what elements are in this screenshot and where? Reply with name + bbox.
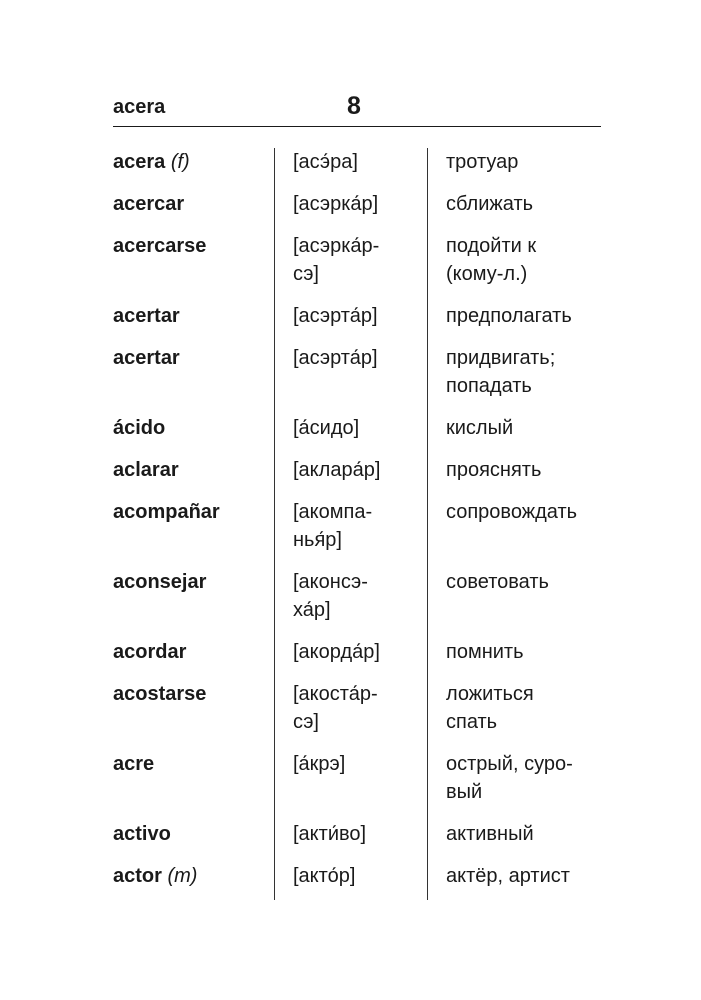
translation-line: активный: [446, 823, 534, 845]
pronunciation-cell: [293, 232, 446, 288]
headword-cell: [113, 302, 293, 330]
translation-cell: [446, 680, 613, 736]
translation-cell: [446, 414, 613, 442]
headword: acercarse: [113, 235, 207, 257]
dictionary-entry: [113, 862, 613, 890]
translation-cell: [446, 750, 613, 806]
pronunciation-line: [аконсэ-: [293, 571, 368, 593]
translation-line: попадать: [446, 375, 532, 397]
translation-line: спать: [446, 711, 498, 733]
dictionary-entry: [113, 456, 613, 484]
pronunciation-cell: [293, 498, 446, 554]
grammatical-gender: (f): [170, 151, 190, 173]
pronunciation-cell: [293, 750, 446, 806]
headword-cell: [113, 232, 293, 288]
headword: acre: [113, 753, 155, 775]
dictionary-entry: [113, 820, 613, 848]
headword: ácido: [113, 417, 166, 439]
dictionary-entry: [113, 302, 613, 330]
headword: acostarse: [113, 683, 207, 705]
translation-line: вый: [446, 781, 483, 803]
headword: acertar: [113, 305, 180, 327]
pronunciation-line: [аклара́р]: [293, 459, 381, 481]
translation-cell: [446, 498, 613, 554]
headword-cell: [113, 820, 293, 848]
pronunciation-cell: [293, 302, 446, 330]
pronunciation-cell: [293, 190, 446, 218]
translation-line: кислый: [446, 417, 514, 439]
translation-cell: [446, 456, 613, 484]
pronunciation-cell: [293, 344, 446, 400]
headword: acordar: [113, 641, 187, 663]
translation-cell: [446, 862, 613, 890]
translation-line: прояснять: [446, 459, 542, 481]
headword: acercar: [113, 193, 185, 215]
translation-line: предполагать: [446, 305, 572, 327]
pronunciation-line: [акто́р]: [293, 865, 356, 887]
pronunciation-line: [а́крэ]: [293, 753, 346, 775]
headword-cell: [113, 862, 293, 890]
headword: acera: [113, 151, 166, 173]
dictionary-entry: [113, 750, 613, 806]
headword-cell: [113, 190, 293, 218]
pronunciation-line: [асэрта́р]: [293, 305, 378, 327]
translation-cell: [446, 568, 613, 624]
pronunciation-line: [акти́во]: [293, 823, 367, 845]
running-head: acera: [113, 96, 166, 118]
translation-line: сопровождать: [446, 501, 578, 523]
translation-cell: [446, 638, 613, 666]
headword: aclarar: [113, 459, 179, 481]
headword-cell: [113, 568, 293, 624]
headword: activo: [113, 823, 171, 845]
translation-cell: [446, 820, 613, 848]
pronunciation-line: [акорда́р]: [293, 641, 380, 663]
translation-line: подойти к: [446, 235, 537, 257]
headword: aconsejar: [113, 571, 207, 593]
pronunciation-cell: [293, 862, 446, 890]
translation-cell: [446, 190, 613, 218]
dictionary-entry: [113, 344, 613, 400]
headword-cell: [113, 680, 293, 736]
pronunciation-line: ха́р]: [293, 599, 331, 621]
pronunciation-cell: [293, 680, 446, 736]
translation-line: (кому-л.): [446, 263, 528, 285]
pronunciation-cell: [293, 820, 446, 848]
pronunciation-cell: [293, 414, 446, 442]
headword: acertar: [113, 347, 180, 369]
headword-cell: [113, 638, 293, 666]
pronunciation-line: сэ]: [293, 263, 319, 285]
pronunciation-line: [асэрта́р]: [293, 347, 378, 369]
dictionary-entry: [113, 680, 613, 736]
translation-line: тротуар: [446, 151, 519, 173]
translation-cell: [446, 344, 613, 400]
headword-cell: [113, 344, 293, 400]
headword-cell: [113, 456, 293, 484]
dictionary-entry: [113, 414, 613, 442]
translation-cell: [446, 302, 613, 330]
grammatical-gender: (m): [167, 865, 198, 887]
headword: actor: [113, 865, 162, 887]
headword-cell: [113, 414, 293, 442]
headword-cell: [113, 750, 293, 806]
translation-line: помнить: [446, 641, 524, 663]
dictionary-entry: [113, 148, 613, 176]
pronunciation-cell: [293, 568, 446, 624]
translation-line: придвигать;: [446, 347, 556, 369]
translation-cell: [446, 232, 613, 288]
pronunciation-line: [акомпа-: [293, 501, 373, 523]
translation-line: советовать: [446, 571, 549, 593]
headword-cell: [113, 498, 293, 554]
pronunciation-line: [акоста́р-: [293, 683, 378, 705]
translation-cell: [446, 148, 613, 176]
pronunciation-cell: [293, 456, 446, 484]
pronunciation-cell: [293, 148, 446, 176]
pronunciation-line: [а́сидо]: [293, 417, 360, 439]
translation-line: сближать: [446, 193, 534, 215]
translation-line: острый, суро-: [446, 753, 573, 775]
dictionary-entry: [113, 498, 613, 554]
page-header: [113, 92, 601, 127]
headword: acompañar: [113, 501, 220, 523]
pronunciation-line: [асэрка́р]: [293, 193, 379, 215]
translation-line: актёр, артист: [446, 865, 570, 887]
pronunciation-line: нья́р]: [293, 529, 342, 551]
dictionary-entry: [113, 190, 613, 218]
page-number: 8: [347, 92, 361, 120]
dictionary-entry: [113, 568, 613, 624]
translation-line: ложиться: [446, 683, 534, 705]
pronunciation-line: сэ]: [293, 711, 319, 733]
dictionary-entry: [113, 638, 613, 666]
headword-cell: [113, 148, 293, 176]
dictionary-entries: [113, 148, 613, 904]
pronunciation-line: [асэрка́р-: [293, 235, 380, 257]
pronunciation-cell: [293, 638, 446, 666]
pronunciation-line: [асэ́ра]: [293, 151, 358, 173]
dictionary-entry: [113, 232, 613, 288]
